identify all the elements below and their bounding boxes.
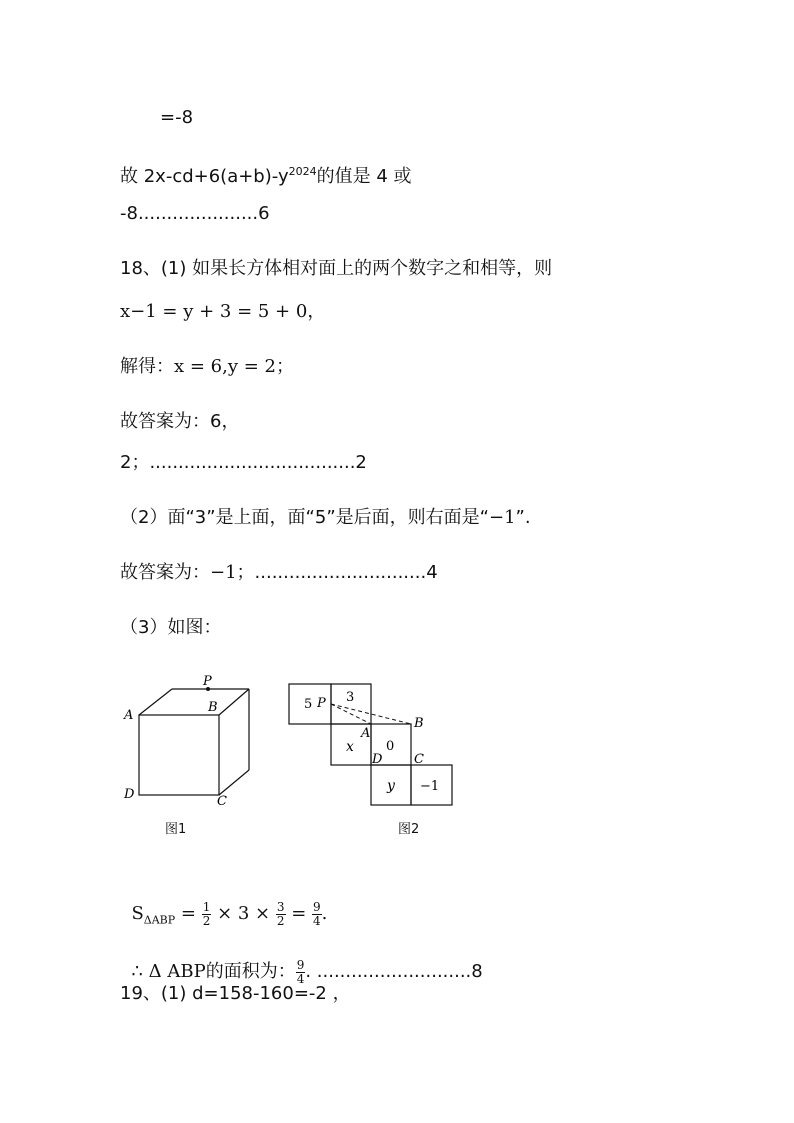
net-label-P: P xyxy=(317,696,326,711)
net-label-0: 0 xyxy=(386,739,395,754)
net-label-minus1: −1 xyxy=(420,779,440,794)
solution-label: 解得： xyxy=(120,356,174,377)
area-subscript: ΔABP xyxy=(143,913,176,927)
area-eq2: = xyxy=(285,903,313,924)
fig1-label-C: C xyxy=(217,794,227,809)
fig1-label-B: B xyxy=(208,700,218,715)
fraction-numerator: 9 xyxy=(313,899,321,914)
answer-label: 故答案为： xyxy=(120,562,210,583)
net-label-3: 3 xyxy=(346,690,355,705)
fig1-label-A: A xyxy=(124,708,134,723)
cube-edge-top-left xyxy=(139,689,172,715)
answer-score: ..............................4 xyxy=(254,562,438,583)
fraction-numerator: 1 xyxy=(202,899,211,914)
figure2-net xyxy=(280,675,460,810)
cube-edge-bottom-right xyxy=(219,770,249,795)
line-q18-part2 xyxy=(120,506,531,530)
part2-end: ”. xyxy=(515,507,531,528)
line-result-minus8: =-8 xyxy=(160,107,194,128)
line-score-2: 2；....................................2 xyxy=(120,452,367,473)
area-label: 的面积为： xyxy=(205,961,296,982)
line-q18-part3: （3）如图： xyxy=(120,617,222,638)
line-expression-value xyxy=(120,160,412,189)
cube-front-face xyxy=(139,715,219,795)
part2-value: −1 xyxy=(488,507,516,528)
net-label-D: D xyxy=(372,752,383,767)
part2-text: （2）面“3”是上面，面“5”是后面，则右面是“ xyxy=(120,507,489,528)
line-equation: x−1 = y + 3 = 5 + 0， xyxy=(120,301,326,322)
net-label-x: x xyxy=(346,739,354,755)
net-label-5: 5 xyxy=(304,697,313,712)
area-score: . ...........................8 xyxy=(305,961,483,982)
line-answer-minus1 xyxy=(120,561,438,585)
line-q18-part1: 18、(1) 如果长方体相对面上的两个数字之和相等，则 xyxy=(120,258,553,279)
cube-edge-top-right xyxy=(219,689,249,715)
segment-PA xyxy=(331,704,371,724)
fraction-denominator: 4 xyxy=(313,913,321,928)
net-label-B: B xyxy=(414,716,424,731)
fraction-numerator: 3 xyxy=(276,899,285,914)
expr-text: 故 2x-cd+6(a+b)-y xyxy=(120,166,289,187)
line-solution xyxy=(120,355,294,379)
expr-conclusion: 的值是 4 或 xyxy=(316,166,412,187)
area-end: . xyxy=(321,903,328,924)
area-eq: = xyxy=(175,903,202,924)
expr-exponent: 2024 xyxy=(288,165,317,178)
fig1-label-D: D xyxy=(124,787,135,802)
therefore-symbol: ∴ xyxy=(131,961,149,982)
solution-values: x = 6,y = 2； xyxy=(174,356,294,377)
line-area-conclusion xyxy=(120,918,483,990)
net-label-C: C xyxy=(414,752,424,767)
fraction-denominator: 2 xyxy=(202,913,211,928)
net-label-y: y xyxy=(387,778,395,794)
area-mid: × 3 × xyxy=(211,903,276,924)
triangle-ABP: Δ ABP xyxy=(148,961,206,982)
line-score-6: -8.....................6 xyxy=(120,203,270,224)
fraction-numerator: 9 xyxy=(296,957,305,972)
figure1-cube xyxy=(115,668,265,813)
fig1-label-P: P xyxy=(203,674,212,689)
figure1-caption: 图1 xyxy=(165,822,187,837)
fraction-denominator: 2 xyxy=(276,913,285,928)
line-q19-part1: 19、(1) d=158-160=-2 ， xyxy=(120,983,351,1004)
line-answer-6: 故答案为：6， xyxy=(120,411,240,432)
figure2-caption: 图2 xyxy=(398,822,420,837)
answer-value: −1； xyxy=(210,562,255,583)
area-S: S xyxy=(131,903,144,924)
net-label-A: A xyxy=(361,726,371,741)
fraction-denominator: 4 xyxy=(296,971,305,986)
